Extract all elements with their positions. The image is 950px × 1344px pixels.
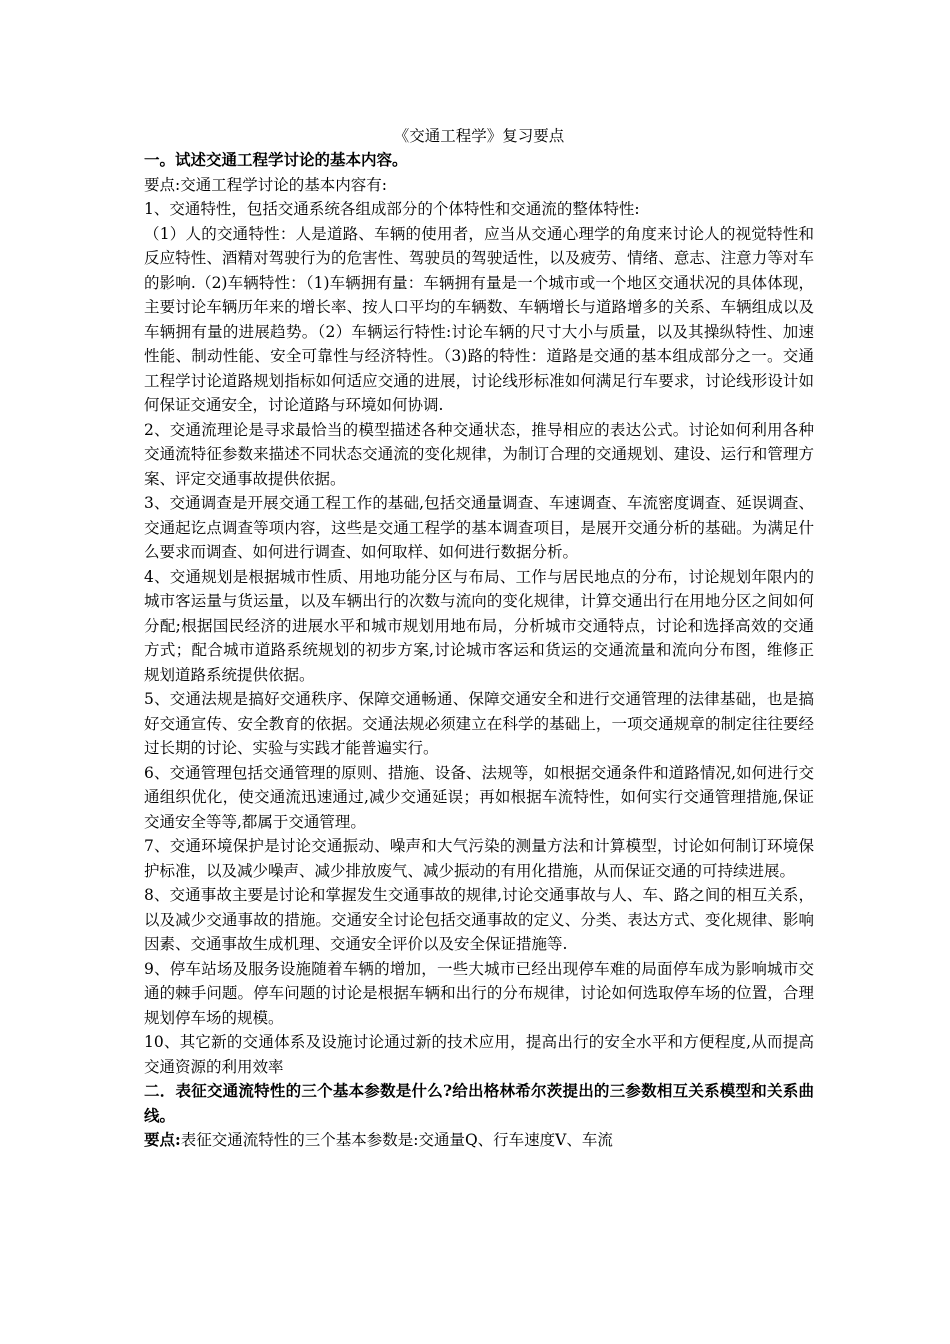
question-2-answer: [144, 1128, 814, 1153]
question-1-item-3: 3、交通调查是开展交通工程工作的基础,包括交通量调查、车速调查、车流密度调查、延误调查、交通起讫点调查等项内容，这些是交通工程学的基本调查项目，是展开交通分析的基础。为满足什么要求而调查、如何进行调查、如何取样、如何进行数据分析。: [144, 494, 814, 561]
question-1-item-9: 9、停车站场及服务设施随着车辆的增加，一些大城市已经出现停车难的局面停车成为影响城市交通的棘手问题。停车问题的讨论是根据车辆和出行的分布规律，讨论如何选取停车场的位置，合理规划停车场的规模。: [144, 959, 814, 1027]
question-1-item-2: 2、交通流理论是寻求最恰当的模型描述各种交通状态，推导相应的表达公式。讨论如何利用各种交通流特征参数来描述不同状态交通流的变化规律，为制订合理的交通规划、建设、运行和管理方案、评定交通事故提供依据。: [144, 420, 814, 488]
question-1-item-7: 7、交通环境保护是讨论交通振动、噪声和大气污染的测量方法和计算模型，讨论如何制订环境保护标准，以及减少噪声、减少排放废气、减少振动的有用化措施，从而保证交通的可持续进展。: [144, 837, 814, 880]
question-1-intro: 要点:交通工程学讨论的基本内容有:: [144, 175, 387, 194]
question-1-item-1-detail: （1）人的交通特性：人是道路、车辆的使用者，应当从交通心理学的角度来讨论人的视觉特性和反应特性、酒精对驾驶行为的危害性、驾驶员的驾驶适性，以及疲劳、情绪、意志、注意力等对车的影响.（2)车辆特性：（1)车辆拥有量：车辆拥有量是一个城市或一个地区交通状况的具体体现，主要讨论车辆历年来的增长率、按人口平均的车辆数、车辆增长与道路增多的关系、车辆组成以及车辆拥有量的进展趋势。（2）车辆运行特性:讨论车辆的尺寸大小与质量，以及其操纵特性、加速性能、制动性能、安全可靠性与经济特性。（3)路的特性：道路是交通的基本组成部分之一。交通工程学讨论道路规划指标如何适应交通的进展，讨论线形标准如何满足行车要求，讨论线形设计如何保证交通安全，讨论道路与环境如何协调.: [144, 224, 814, 414]
question-1-item-8: 8、交通事故主要是讨论和掌握发生交通事故的规律,讨论交通事故与人、车、路之间的相互关系，以及减少交通事故的措施。交通安全讨论包括交通事故的定义、分类、表达方式、变化规律、影响因素、交通事故生成机理、交通安全评价以及安全保证措施等.: [144, 886, 814, 953]
question-1-item-6: 6、交通管理包括交通管理的原则、措施、设备、法规等，如根据交通条件和道路情况,如何进行交通组织优化，使交通流迅速通过,减少交通延误；再如根据车流特性，如何实行交通管理措施,保证交通安全等等,都属于交通管理。: [144, 763, 814, 831]
answer-text: 表征交通流特性的三个基本参数是:交通量Q、行车速度V、车流: [180, 1131, 613, 1149]
question-1-item-5: 5、交通法规是搞好交通秩序、保障交通畅通、保障交通安全和进行交通管理的法律基础，也是搞好交通宣传、安全教育的依据。交通法规必须建立在科学的基础上，一项交通规章的制定往往要经过长期的讨论、实验与实践才能普遍实行。: [144, 690, 814, 757]
question-1-item-4: 4、交通规划是根据城市性质、用地功能分区与布局、工作与居民地点的分布，讨论规划年限内的城市客运量与货运量，以及车辆出行的次数与流向的变化规律，计算交通出行在用地分区之间如何分配;根据国民经济的进展水平和城市规划用地布局，分析城市交通特点，讨论和选择高效的交通方式；配合城市道路系统规划的初步方案,讨论城市客运和货运的交通流量和流向分布图，维修正规划道路系统提供依据。: [144, 567, 814, 684]
answer-label: 要点:: [144, 1130, 181, 1149]
document-title: 《交通工程学》复习要点: [393, 127, 565, 145]
question-1-item-1: 1、交通特性，包括交通系统各组成部分的个体特性和交通流的整体特性:: [144, 200, 640, 218]
document-page: [144, 124, 814, 1153]
question-1-heading: 一。试述交通工程学讨论的基本内容。: [144, 150, 408, 169]
question-1-item-10: 10、其它新的交通体系及设施讨论通过新的技术应用，提高出行的安全水平和方便程度,从而提高交通资源的利用效率: [144, 1033, 814, 1076]
question-2-heading: 二．表征交通流特性的三个基本参数是什么?给出格林希尔茨提出的三参数相互关系模型和关系曲线。: [144, 1081, 814, 1125]
